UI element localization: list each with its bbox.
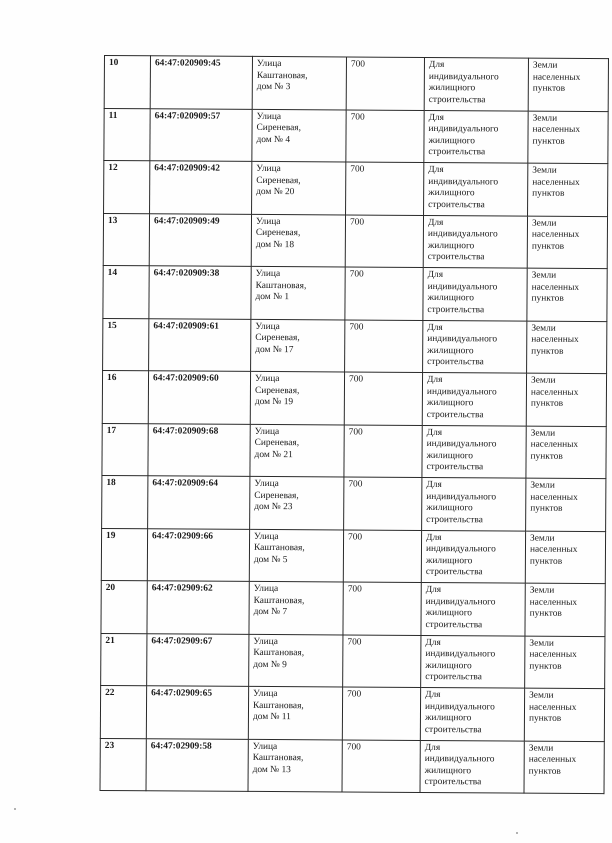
land-category-line: населенных [532, 177, 580, 188]
row-number: 17 [102, 423, 148, 476]
table-row [104, 108, 608, 164]
row-number: 22 [100, 685, 146, 738]
permitted-use-line: индивидуального [425, 649, 496, 660]
permitted-use-line: индивидуального [424, 754, 495, 765]
permitted-use-line: строительства [426, 409, 484, 421]
permitted-use-line: индивидуального [425, 596, 496, 607]
cadastral-number: 64:47:02909:67 [147, 633, 249, 686]
address-line: Улица [255, 216, 281, 227]
address-line: Улица [254, 478, 279, 490]
area-value: 700 [343, 582, 421, 635]
permitted-use-line: Для [428, 59, 445, 71]
area-value: 700 [344, 477, 422, 530]
address-cell [248, 686, 342, 739]
cadastral-number: 64:47:020909:38 [149, 266, 251, 319]
address-line: дом № 1 [255, 292, 290, 303]
address-line: дом № 4 [256, 134, 291, 145]
address-line: Улица [256, 58, 282, 70]
permitted-use-line: жилищного [425, 608, 473, 619]
address-line: Каштановая, [252, 700, 304, 711]
area-value: 700 [345, 319, 423, 372]
table-row [100, 685, 604, 741]
land-category-line: пунктов [529, 556, 563, 567]
address-cell [250, 476, 344, 529]
cadastral-number: 64:47:020909:60 [148, 371, 250, 424]
area-value: 700 [346, 162, 424, 215]
cadastral-number: 64:47:020909:57 [150, 108, 252, 161]
cadastral-number: 64:47:02909:58 [146, 738, 248, 791]
permitted-use-line: строительства [427, 252, 485, 263]
land-category-line: Земли [531, 218, 557, 229]
address-line: дом № 23 [254, 502, 293, 513]
address-line: Сиреневая, [254, 385, 300, 396]
address-line: Сиреневая, [255, 228, 301, 239]
table-row [104, 56, 608, 112]
table-row [100, 738, 604, 794]
permitted-use-line: Для [425, 689, 441, 701]
land-category-line: населенных [529, 544, 578, 555]
land-category-cell [525, 531, 605, 584]
permitted-use-line: индивидуального [426, 491, 497, 502]
scan-speck [14, 808, 16, 810]
row-number: 21 [101, 633, 147, 686]
permitted-use-line: жилищного [424, 713, 472, 724]
address-line: дом № 11 [252, 712, 291, 723]
permitted-use-cell [422, 477, 526, 530]
permitted-use-line: жилищного [427, 345, 474, 356]
land-category-line: пунктов [530, 398, 564, 409]
table-row [102, 423, 606, 479]
land-category-line: Земли [532, 165, 557, 176]
land-category-line: Земли [530, 480, 555, 491]
table-row [102, 370, 606, 426]
row-number: 18 [102, 475, 148, 528]
permitted-use-line: индивидуального [425, 544, 496, 555]
permitted-use-line: строительства [428, 147, 486, 158]
cadastral-number: 64:47:02909:66 [147, 528, 249, 581]
row-number: 16 [102, 370, 148, 423]
address-line: Каштановая, [253, 648, 305, 659]
address-line: дом № 13 [252, 764, 291, 775]
area-value: 700 [345, 214, 423, 267]
permitted-use-cell [422, 372, 526, 425]
land-category-line: Земли [528, 743, 554, 754]
land-category-line: населенных [531, 282, 580, 293]
permitted-use-line: строительства [425, 567, 483, 578]
permitted-use-line: жилищного [424, 765, 472, 776]
table-row [101, 528, 605, 584]
address-cell [251, 266, 345, 319]
permitted-use-line: строительства [426, 514, 483, 526]
cadastral-number: 64:47:02909:62 [147, 581, 249, 634]
row-number: 14 [103, 265, 149, 318]
address-line: Улица [254, 373, 280, 385]
land-category-line: Земли [530, 428, 556, 439]
address-line: Улица [255, 268, 281, 280]
land-category-cell [527, 321, 607, 374]
land-category-cell [527, 216, 607, 269]
address-line: Улица [252, 741, 278, 752]
land-category-line: населенных [529, 597, 578, 608]
permitted-use-line: жилищного [426, 503, 473, 514]
address-line: Каштановая, [255, 280, 307, 291]
land-category-line: Земли [530, 375, 556, 386]
land-category-line: населенных [531, 229, 580, 241]
permitted-use-line: индивидуального [428, 124, 499, 135]
cadastral-number: 64:47:020909:42 [150, 161, 252, 214]
table-row [102, 475, 606, 531]
area-value: 700 [345, 267, 423, 320]
area-value: 700 [343, 634, 421, 687]
land-category-line: пунктов [532, 188, 565, 200]
row-number: 20 [101, 580, 147, 633]
address-line: дом № 7 [253, 607, 288, 618]
permitted-use-line: жилищного [428, 83, 476, 94]
permitted-use-line: жилищного [425, 555, 473, 566]
land-category-line: населенных [532, 72, 581, 83]
land-category-cell [527, 268, 607, 321]
address-line: Улица [255, 321, 280, 332]
land-category-line: населенных [528, 702, 577, 713]
permitted-use-line: жилищного [427, 293, 474, 304]
area-value: 700 [346, 109, 424, 162]
permitted-use-cell [424, 110, 528, 163]
address-line: Сиреневая, [256, 123, 302, 134]
land-category-line: населенных [530, 492, 578, 503]
row-number: 15 [103, 318, 149, 371]
permitted-use-cell [424, 162, 528, 215]
land-category-line: Земли [529, 585, 555, 596]
address-line: Сиреневая, [256, 175, 301, 186]
address-cell [249, 581, 343, 634]
land-category-line: Земли [529, 690, 554, 701]
address-line: Улица [254, 531, 279, 542]
cadastral-number: 64:47:020909:49 [149, 213, 251, 266]
land-category-line: населенных [530, 387, 579, 398]
address-line: Каштановая, [252, 753, 304, 764]
address-line: Каштановая, [256, 70, 308, 81]
permitted-use-line: строительства [424, 777, 482, 788]
address-cell [250, 371, 344, 424]
address-cell [251, 214, 345, 267]
permitted-use-line: Для [428, 112, 445, 123]
table-row [101, 580, 605, 636]
address-cell [250, 424, 344, 477]
permitted-use-line: жилищного [426, 450, 474, 461]
land-category-cell [528, 163, 608, 216]
land-category-cell [526, 478, 606, 531]
permitted-use-line: жилищного [426, 398, 474, 409]
land-category-line: населенных [529, 649, 577, 660]
address-cell [249, 529, 343, 582]
land-category-cell [528, 58, 608, 111]
permitted-use-line: строительства [425, 619, 483, 631]
land-category-cell [524, 741, 604, 794]
permitted-use-line: строительства [427, 357, 484, 368]
address-line: дом № 5 [253, 554, 288, 565]
row-number: 12 [104, 161, 150, 214]
land-category-line: населенных [528, 754, 577, 765]
permitted-use-line: Для [426, 479, 442, 491]
table-row [103, 213, 607, 269]
permitted-use-cell [424, 57, 528, 110]
row-number: 10 [104, 56, 150, 109]
cadastral-number: 64:47:02909:65 [146, 686, 248, 739]
area-value: 700 [343, 529, 421, 582]
address-line: дом № 17 [255, 344, 294, 355]
address-line: дом № 3 [256, 82, 291, 93]
land-category-cell [524, 688, 604, 741]
land-category-line: Земли [531, 323, 556, 334]
address-line: дом № 20 [256, 187, 295, 198]
land-category-cell [525, 636, 605, 689]
permitted-use-line: строительства [427, 304, 485, 316]
permitted-use-line: Для [426, 427, 443, 438]
permitted-use-cell [421, 530, 525, 583]
address-line: Улица [253, 583, 279, 595]
permitted-use-line: Для [427, 217, 444, 228]
land-category-cell [526, 373, 606, 426]
address-cell [251, 319, 345, 372]
address-cell [249, 634, 343, 687]
row-number: 23 [100, 738, 146, 791]
land-category-line: пунктов [532, 136, 565, 147]
address-line: Улица [254, 426, 280, 437]
land-category-line: населенных [530, 439, 579, 450]
permitted-use-line: жилищного [428, 135, 475, 146]
address-line: Улица [253, 636, 278, 647]
permitted-use-cell [423, 215, 527, 268]
permitted-use-line: Для [427, 322, 443, 333]
permitted-use-line: индивидуального [428, 176, 499, 188]
permitted-use-line: индивидуального [427, 281, 498, 293]
area-value: 700 [342, 687, 420, 740]
address-line: Сиреневая, [254, 490, 299, 501]
land-category-line: пунктов [528, 713, 562, 724]
permitted-use-line: Для [428, 164, 444, 176]
permitted-use-line: Для [425, 637, 441, 648]
address-line: дом № 9 [253, 659, 287, 670]
permitted-use-line: Для [426, 374, 443, 386]
area-value: 700 [344, 372, 422, 425]
land-category-line: населенных [532, 124, 581, 136]
land-category-cell [526, 426, 606, 479]
permitted-use-line: Для [425, 584, 442, 596]
address-line: Сиреневая, [254, 438, 300, 449]
land-category-line: населенных [531, 334, 579, 345]
table-body [100, 56, 608, 794]
land-category-cell [525, 583, 605, 636]
permitted-use-line: индивидуального [427, 229, 498, 240]
permitted-use-line: индивидуального [426, 439, 497, 450]
permitted-use-line: жилищного [428, 188, 475, 199]
area-value: 700 [342, 739, 420, 792]
address-cell [252, 109, 346, 162]
address-line: Каштановая, [253, 595, 305, 606]
land-category-line: пунктов [532, 83, 566, 95]
land-category-line: Земли [530, 533, 555, 544]
area-value: 700 [346, 57, 424, 110]
scan-speck [516, 832, 518, 834]
permitted-use-line: строительства [425, 672, 482, 683]
land-category-line: пунктов [531, 293, 564, 305]
cadastral-number: 64:47:020909:64 [148, 476, 250, 529]
permitted-use-cell [421, 635, 525, 688]
area-value: 700 [344, 424, 422, 477]
land-category-line: Земли [531, 270, 557, 281]
table-row [104, 161, 608, 217]
table-row [101, 633, 605, 689]
address-line: Улица [253, 688, 278, 700]
permitted-use-line: строительства [428, 94, 486, 106]
land-category-line: пунктов [530, 451, 563, 462]
land-category-line: пунктов [531, 346, 564, 357]
land-category-line: пунктов [529, 661, 562, 672]
permitted-use-line: Для [426, 532, 442, 543]
permitted-use-line: индивидуального [426, 386, 497, 397]
address-line: Каштановая, [253, 543, 305, 554]
row-number: 19 [101, 528, 147, 581]
permitted-use-line: индивидуального [428, 71, 499, 83]
address-line: Улица [256, 163, 281, 175]
table-row [103, 318, 607, 374]
land-category-line: Земли [532, 60, 558, 71]
permitted-use-line: индивидуального [424, 701, 495, 712]
land-category-line: Земли [532, 113, 558, 124]
permitted-use-line: Для [427, 269, 444, 281]
land-category-cell [528, 111, 608, 164]
table-row [103, 265, 607, 321]
land-category-line: пунктов [529, 608, 562, 619]
permitted-use-line: жилищного [427, 240, 475, 251]
row-number: 13 [103, 213, 149, 266]
address-line: дом № 18 [255, 239, 295, 250]
address-line: дом № 21 [254, 449, 293, 460]
cadastral-number: 64:47:020909:45 [150, 56, 252, 109]
land-category-line: Земли [529, 638, 554, 649]
address-line: Улица [256, 111, 282, 122]
permitted-use-cell [423, 267, 527, 320]
permitted-use-line: строительства [426, 462, 484, 473]
permitted-use-line: строительства [424, 724, 482, 736]
address-cell [252, 56, 346, 109]
land-category-line: пунктов [528, 766, 561, 777]
cadastral-number: 64:47:020909:68 [148, 423, 250, 476]
address-cell [248, 739, 342, 792]
cadastral-number: 64:47:020909:61 [149, 318, 251, 371]
permitted-use-line: жилищного [425, 660, 472, 671]
permitted-use-cell [420, 687, 524, 740]
row-number: 11 [104, 108, 150, 161]
permitted-use-cell [423, 320, 527, 373]
land-category-line: пунктов [531, 241, 565, 252]
land-category-line: пунктов [530, 503, 563, 514]
permitted-use-cell [420, 740, 524, 793]
permitted-use-line: строительства [428, 199, 485, 211]
land-plot-table [100, 55, 609, 794]
permitted-use-line: индивидуального [427, 334, 498, 345]
address-line: дом № 19 [254, 397, 294, 408]
permitted-use-line: Для [424, 742, 441, 753]
address-line: Сиреневая, [255, 333, 300, 344]
permitted-use-cell [421, 582, 525, 635]
permitted-use-cell [422, 425, 526, 478]
address-cell [252, 161, 346, 214]
